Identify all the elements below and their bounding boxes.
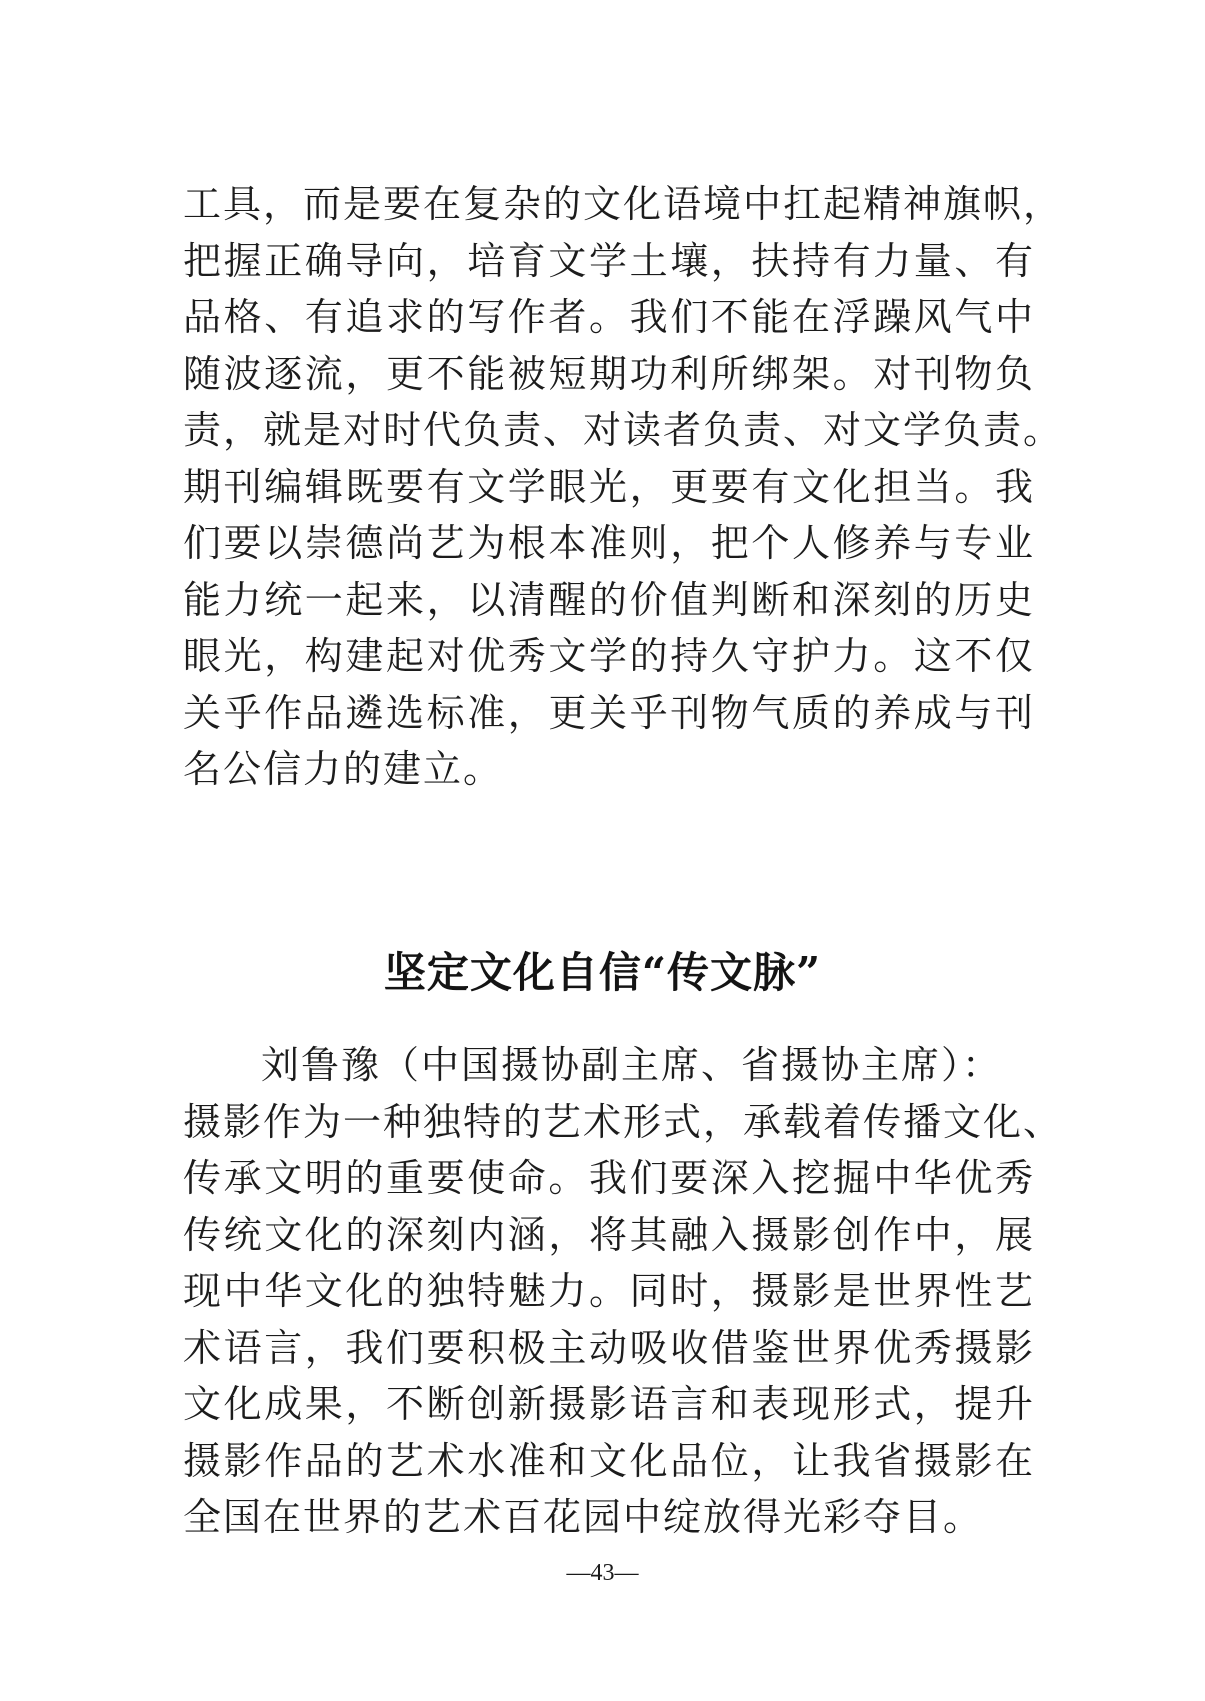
paragraph-line: 把握正确导向，培育文学土壤，扶持有力量、有 — [183, 238, 1035, 283]
paragraph-line: 摄影作品的艺术水准和文化品位，让我省摄影在 — [183, 1438, 1035, 1483]
paragraph-line: 文化成果，不断创新摄影语言和表现形式，提升 — [183, 1382, 1035, 1426]
paragraph-line: 们要以崇德尚艺为根本准则，把个人修养与专业 — [183, 521, 1035, 565]
continuation-paragraph — [183, 176, 1064, 798]
paragraph-line: 传承文明的重要使命。我们要深入挖掘中华优秀 — [183, 1156, 1035, 1200]
paragraph-line: 全国在世界的艺术百花园中绽放得光彩夺目。 — [183, 1495, 984, 1539]
paragraph-line: 能力统一起来，以清醒的价值判断和深刻的历史 — [183, 577, 1035, 622]
paragraph-line: 摄影作为一种独特的艺术形式，承载着传播文化、 — [183, 1099, 1064, 1144]
paragraph-line: 传统文化的深刻内涵，将其融入摄影创作中，展 — [183, 1212, 1035, 1257]
paragraph-line: 期刊编辑既要有文学眼光，更要有文化担当。我 — [183, 464, 1035, 509]
section-title: 坚定文化自信“传文脉” — [383, 947, 822, 997]
paragraph-line: 工具，而是要在复杂的文化语境中扛起精神旗帜， — [183, 182, 1064, 226]
paragraph-line: 随波逐流，更不能被短期功利所绑架。对刊物负 — [183, 351, 1035, 396]
paragraph-line: 关乎作品遴选标准，更关乎刊物气质的养成与刊 — [183, 690, 1035, 735]
page-number: —43— — [566, 1560, 639, 1586]
paragraph-line: 名公信力的建立。 — [183, 747, 504, 791]
paragraph-line: 责，就是对时代负责、对读者负责、对文学负责。 — [183, 408, 1064, 452]
paragraph-line: 品格、有追求的写作者。我们不能在浮躁风气中 — [183, 295, 1035, 339]
speaker-paragraph — [183, 1037, 1064, 1546]
speaker-attribution: 刘鲁豫（中国摄协副主席、省摄协主席）： — [261, 1043, 1003, 1087]
paragraph-line: 术语言，我们要积极主动吸收借鉴世界优秀摄影 — [183, 1325, 1035, 1370]
paragraph-line: 现中华文化的独特魅力。同时，摄影是世界性艺 — [183, 1269, 1035, 1313]
paragraph-line: 眼光，构建起对优秀文学的持久守护力。这不仅 — [183, 634, 1035, 678]
